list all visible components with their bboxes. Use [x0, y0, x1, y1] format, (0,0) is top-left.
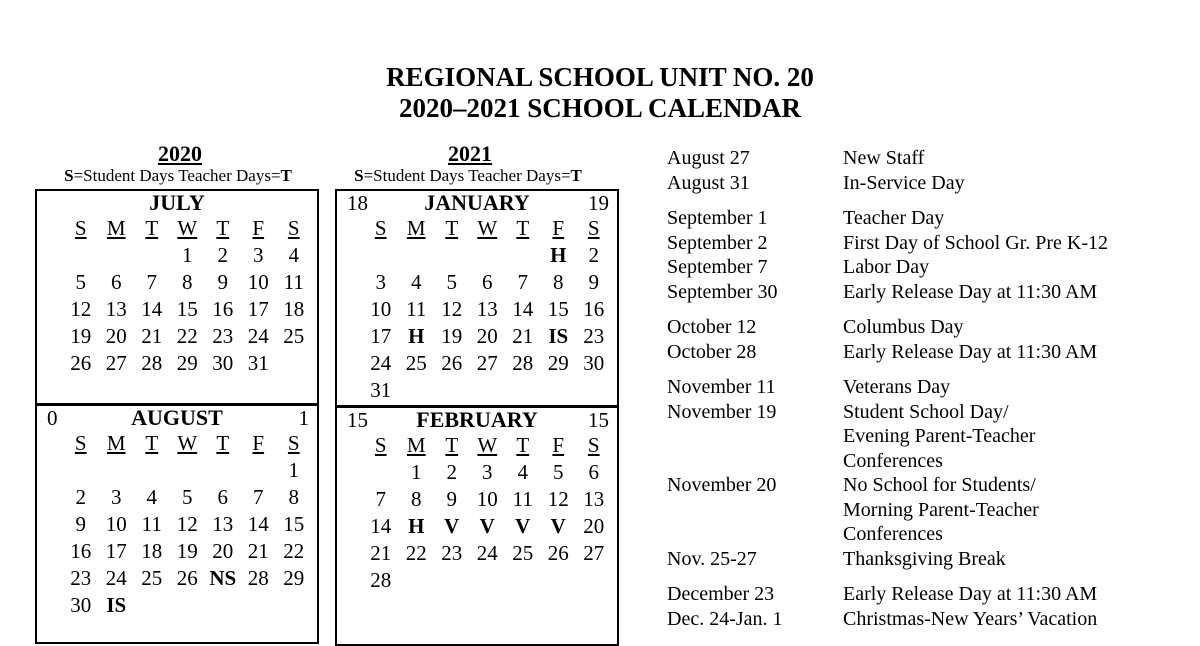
event-date: September 1: [667, 207, 768, 229]
event-description: Conferences: [843, 449, 943, 472]
day-cell: 30: [70, 593, 92, 617]
month-february: [335, 406, 619, 646]
event-description: Early Release Day at 11:30 AM: [843, 583, 1098, 605]
day-cell: V: [550, 514, 566, 538]
day-cell: 3: [482, 460, 493, 484]
weekday-label: T: [216, 216, 230, 240]
day-cell: 2: [217, 243, 228, 267]
calendar-year-title: 2020–2021 SCHOOL CALENDAR: [398, 93, 802, 123]
week-row: [363, 350, 612, 377]
event-description: Evening Parent-Teacher: [843, 425, 1036, 447]
day-cell: 2: [75, 485, 86, 509]
day-cell: [470, 377, 506, 404]
week-row: [63, 565, 312, 592]
event-row: [667, 400, 1187, 425]
day-cell: 5: [75, 270, 86, 294]
day-cell: [134, 242, 170, 269]
day-cell: [63, 457, 99, 484]
weekday-label: S: [287, 216, 300, 240]
event-row: [667, 582, 1187, 607]
day-cell: 5: [182, 485, 193, 509]
event-group-spacer: [667, 195, 1187, 206]
day-cell: 6: [482, 270, 493, 294]
event-row: [667, 340, 1187, 365]
day-cell: 25: [283, 324, 305, 348]
day-cell: 6: [588, 460, 599, 484]
event-date: Dec. 24-Jan. 1: [667, 607, 783, 630]
weekday-label: S: [374, 216, 387, 240]
day-cell: [363, 459, 399, 486]
day-cell: 19: [176, 539, 198, 563]
month-august: [35, 404, 319, 644]
event-row: [667, 473, 1187, 498]
day-cell: 8: [553, 270, 564, 294]
week-row: [363, 323, 612, 350]
day-cell: [399, 377, 435, 404]
day-cell: 22: [283, 539, 305, 563]
event-description: Student School Day/: [843, 400, 1009, 423]
event-date: November 11: [667, 376, 776, 398]
day-cell: 27: [476, 351, 498, 375]
day-cell: [134, 592, 170, 619]
day-cell: H: [408, 514, 425, 538]
day-cell: 9: [75, 512, 86, 536]
day-cell: 28: [512, 351, 534, 375]
day-cell: [505, 567, 541, 594]
day-cell: 23: [441, 541, 463, 565]
event-date: September 2: [667, 231, 768, 254]
day-cell: 22: [405, 541, 427, 565]
weekday-header-row: [363, 215, 612, 242]
day-cell: 15: [547, 297, 569, 321]
day-cell: H: [408, 324, 425, 348]
event-row: [667, 449, 1187, 474]
day-cell: 26: [176, 566, 198, 590]
day-cell: 17: [105, 539, 127, 563]
day-cell: [99, 457, 135, 484]
day-cell: V: [444, 514, 460, 538]
year-header-2021: [325, 142, 615, 186]
event-row: [667, 171, 1187, 196]
day-cell: [434, 377, 470, 404]
week-row: [63, 484, 312, 511]
weekday-label: M: [106, 431, 126, 455]
day-cell: 9: [217, 270, 228, 294]
day-cell: 4: [288, 243, 299, 267]
day-cell: 17: [370, 324, 392, 348]
day-cell: 1: [288, 458, 299, 482]
day-cell: [63, 242, 99, 269]
day-cell: 14: [247, 512, 269, 536]
weekday-label: S: [587, 433, 600, 457]
event-description: Christmas-New Years’ Vacation: [843, 607, 1098, 630]
event-description: Teacher Day: [843, 207, 945, 229]
day-cell: 19: [441, 324, 463, 348]
day-cell: 31: [370, 378, 392, 402]
day-cell: [505, 377, 541, 404]
weekday-label: W: [177, 216, 198, 240]
weekday-label: S: [374, 433, 387, 457]
day-cell: 24: [370, 351, 392, 375]
day-cell: 25: [512, 541, 534, 565]
day-cell: V: [479, 514, 495, 538]
day-cell: 27: [105, 351, 127, 375]
day-cell: 4: [517, 460, 528, 484]
day-cell: 21: [370, 541, 392, 565]
day-count-left: 0: [47, 406, 58, 430]
day-cell: 7: [146, 270, 157, 294]
event-row: [667, 280, 1187, 305]
weekday-label: F: [552, 216, 565, 240]
day-count-right: 15: [588, 408, 609, 432]
weekday-label: T: [145, 216, 159, 240]
day-cell: 25: [141, 566, 163, 590]
day-cell: 23: [212, 324, 234, 348]
day-cell: 12: [70, 297, 92, 321]
weekday-label: M: [406, 216, 426, 240]
week-row: [63, 511, 312, 538]
weekday-label: T: [145, 431, 159, 455]
week-row: [363, 296, 612, 323]
event-row: [667, 522, 1187, 547]
day-cell: 9: [588, 270, 599, 294]
event-date: November 20: [667, 474, 777, 496]
events-list: [667, 146, 1187, 631]
month-name: AUGUST: [131, 405, 223, 430]
week-row: [363, 242, 612, 269]
event-description: Veterans Day: [843, 376, 951, 398]
weekday-label: S: [287, 431, 300, 455]
day-cell: [505, 242, 541, 269]
day-cell: 25: [405, 351, 427, 375]
day-cell: 11: [406, 297, 427, 321]
week-row: [63, 242, 312, 269]
event-group-spacer: [667, 304, 1187, 315]
day-cell: 24: [247, 324, 269, 348]
day-count-left: 18: [347, 191, 368, 215]
day-cell: 24: [476, 541, 498, 565]
day-cell: 14: [370, 514, 392, 538]
event-description: New Staff: [843, 147, 925, 169]
day-cell: 6: [217, 485, 228, 509]
weekday-label: M: [406, 433, 426, 457]
week-row: [63, 296, 312, 323]
event-group-spacer: [667, 364, 1187, 375]
day-cell: 7: [517, 270, 528, 294]
day-cell: 20: [476, 324, 498, 348]
week-row: [63, 269, 312, 296]
day-cell: 8: [182, 270, 193, 294]
month-name: JULY: [149, 190, 205, 215]
day-cell: 15: [283, 512, 305, 536]
day-cell: 22: [176, 324, 198, 348]
event-row: [667, 146, 1187, 171]
day-cell: 16: [583, 297, 605, 321]
event-date: October 12: [667, 316, 757, 338]
day-cell: 4: [146, 485, 157, 509]
week-row: [63, 592, 312, 619]
event-date: September 7: [667, 256, 768, 278]
event-description: Early Release Day at 11:30 AM: [843, 280, 1098, 303]
week-row: [363, 269, 612, 296]
event-row: [667, 547, 1187, 572]
weekday-label: S: [74, 431, 87, 455]
day-cell: 11: [512, 487, 533, 511]
day-cell: 24: [105, 566, 127, 590]
day-cell: IS: [106, 593, 127, 617]
year-label: 2021: [448, 141, 492, 166]
day-cell: 27: [583, 541, 605, 565]
event-row: [667, 315, 1187, 340]
event-description: In-Service Day: [843, 171, 965, 194]
day-cell: 3: [375, 270, 386, 294]
day-cell: 30: [583, 351, 605, 375]
day-count-left: 15: [347, 408, 368, 432]
day-cell: 26: [70, 351, 92, 375]
day-cell: [99, 242, 135, 269]
year-header-2020: [35, 142, 325, 186]
day-cell: [170, 592, 206, 619]
event-date: October 28: [667, 340, 757, 363]
week-row: [363, 540, 612, 567]
day-cell: 29: [547, 351, 569, 375]
weekday-label: S: [74, 216, 87, 240]
week-row: [63, 457, 312, 484]
week-row: [63, 350, 312, 377]
day-cell: 28: [141, 351, 163, 375]
day-cell: 28: [247, 566, 269, 590]
month-grid: [63, 430, 312, 619]
month-july: [35, 189, 319, 405]
event-date: November 19: [667, 400, 777, 423]
weekday-label: T: [445, 433, 459, 457]
day-cell: 7: [253, 485, 264, 509]
day-cell: 10: [105, 512, 127, 536]
day-cell: [363, 242, 399, 269]
week-row: [363, 377, 612, 404]
day-cell: [470, 567, 506, 594]
day-cell: 19: [70, 324, 92, 348]
event-description: Labor Day: [843, 256, 930, 278]
weekday-label: F: [252, 431, 265, 455]
event-description: First Day of School Gr. Pre K-12: [843, 231, 1108, 254]
day-cell: 21: [247, 539, 269, 563]
day-cell: 11: [141, 512, 162, 536]
weekday-label: T: [516, 433, 530, 457]
day-cell: [205, 457, 241, 484]
day-cell: [276, 592, 312, 619]
day-cell: 13: [105, 297, 127, 321]
legend: S=Student Days Teacher Days=T: [64, 166, 292, 185]
day-cell: 23: [70, 566, 92, 590]
day-count-right: 19: [588, 191, 609, 215]
event-description: Early Release Day at 11:30 AM: [843, 340, 1098, 363]
year-label: 2020: [158, 141, 202, 166]
calendar-title: [0, 62, 1200, 124]
day-cell: 1: [411, 460, 422, 484]
week-row: [363, 459, 612, 486]
district-name: REGIONAL SCHOOL UNIT NO. 20: [386, 62, 814, 92]
day-cell: [399, 242, 435, 269]
day-cell: [576, 567, 612, 594]
day-cell: [205, 592, 241, 619]
day-cell: [470, 242, 506, 269]
weekday-label: W: [477, 216, 498, 240]
event-date: September 30: [667, 280, 778, 303]
month-january: [335, 189, 619, 407]
weekday-header-row: [363, 432, 612, 459]
day-cell: 18: [141, 539, 163, 563]
day-cell: 26: [441, 351, 463, 375]
day-cell: 3: [111, 485, 122, 509]
legend: S=Student Days Teacher Days=T: [354, 166, 582, 185]
day-cell: 13: [212, 512, 234, 536]
day-cell: 17: [247, 297, 269, 321]
event-description: Conferences: [843, 523, 943, 545]
day-cell: H: [550, 243, 567, 267]
week-row: [63, 538, 312, 565]
day-cell: 29: [283, 566, 305, 590]
day-cell: 21: [141, 324, 163, 348]
event-description: Columbus Day: [843, 316, 964, 338]
month-grid: [63, 215, 312, 377]
day-cell: 5: [553, 460, 564, 484]
week-row: [363, 486, 612, 513]
weekday-header-row: [63, 430, 312, 457]
day-cell: 1: [182, 243, 193, 267]
event-row: [667, 498, 1187, 523]
day-cell: 30: [212, 351, 234, 375]
day-cell: 12: [547, 487, 569, 511]
day-cell: V: [515, 514, 531, 538]
weekday-label: W: [477, 433, 498, 457]
day-cell: 16: [212, 297, 234, 321]
event-date: August 27: [667, 147, 750, 169]
weekday-label: S: [587, 216, 600, 240]
weekday-header-row: [63, 215, 312, 242]
weekday-label: F: [252, 216, 265, 240]
day-cell: NS: [209, 566, 237, 590]
event-date: December 23: [667, 583, 775, 605]
day-cell: 8: [288, 485, 299, 509]
event-row: [667, 255, 1187, 280]
month-name: FEBRUARY: [416, 407, 538, 432]
day-cell: 16: [70, 539, 92, 563]
event-row: [667, 607, 1187, 632]
day-cell: [541, 377, 577, 404]
day-cell: 6: [111, 270, 122, 294]
month-name: JANUARY: [424, 190, 530, 215]
day-cell: 9: [446, 487, 457, 511]
day-cell: IS: [548, 324, 569, 348]
event-row: [667, 206, 1187, 231]
day-cell: 20: [212, 539, 234, 563]
month-grid: [363, 432, 612, 594]
day-cell: [241, 457, 277, 484]
event-date: Nov. 25-27: [667, 547, 757, 570]
day-cell: 12: [441, 297, 463, 321]
day-count-right: 1: [298, 406, 309, 430]
day-cell: 18: [283, 297, 305, 321]
week-row: [363, 513, 612, 540]
day-cell: [399, 567, 435, 594]
day-cell: 14: [141, 297, 163, 321]
day-cell: 11: [283, 270, 304, 294]
day-cell: 2: [446, 460, 457, 484]
day-cell: [576, 377, 612, 404]
day-cell: [241, 592, 277, 619]
day-cell: 15: [176, 297, 198, 321]
event-row: [667, 231, 1187, 256]
event-description: No School for Students/: [843, 474, 1036, 496]
day-cell: 14: [512, 297, 534, 321]
week-row: [63, 323, 312, 350]
day-cell: 29: [176, 351, 198, 375]
day-cell: 7: [375, 487, 386, 511]
day-cell: 5: [446, 270, 457, 294]
day-cell: [276, 350, 312, 377]
day-cell: 26: [547, 541, 569, 565]
event-description: Morning Parent-Teacher: [843, 498, 1039, 521]
weekday-label: F: [552, 433, 565, 457]
day-cell: 10: [476, 487, 498, 511]
day-cell: 2: [588, 243, 599, 267]
day-cell: 28: [370, 568, 392, 592]
event-description: Thanksgiving Break: [843, 547, 1006, 570]
event-group-spacer: [667, 571, 1187, 582]
event-row: [667, 424, 1187, 449]
day-cell: [434, 242, 470, 269]
day-cell: 20: [583, 514, 605, 538]
month-grid: [363, 215, 612, 404]
day-cell: [170, 457, 206, 484]
day-cell: 10: [247, 270, 269, 294]
event-date: August 31: [667, 171, 750, 194]
weekday-label: T: [445, 216, 459, 240]
day-cell: 21: [512, 324, 534, 348]
day-cell: 3: [253, 243, 264, 267]
day-cell: [434, 567, 470, 594]
day-cell: 31: [247, 351, 269, 375]
day-cell: [134, 457, 170, 484]
day-cell: 8: [411, 487, 422, 511]
day-cell: 23: [583, 324, 605, 348]
weekday-label: T: [516, 216, 530, 240]
week-row: [363, 567, 612, 594]
weekday-label: T: [216, 431, 230, 455]
day-cell: 20: [105, 324, 127, 348]
day-cell: 12: [176, 512, 198, 536]
day-cell: 4: [411, 270, 422, 294]
day-cell: 13: [476, 297, 498, 321]
day-cell: 10: [370, 297, 392, 321]
day-cell: [541, 567, 577, 594]
weekday-label: W: [177, 431, 198, 455]
weekday-label: M: [106, 216, 126, 240]
day-cell: 13: [583, 487, 605, 511]
event-row: [667, 375, 1187, 400]
